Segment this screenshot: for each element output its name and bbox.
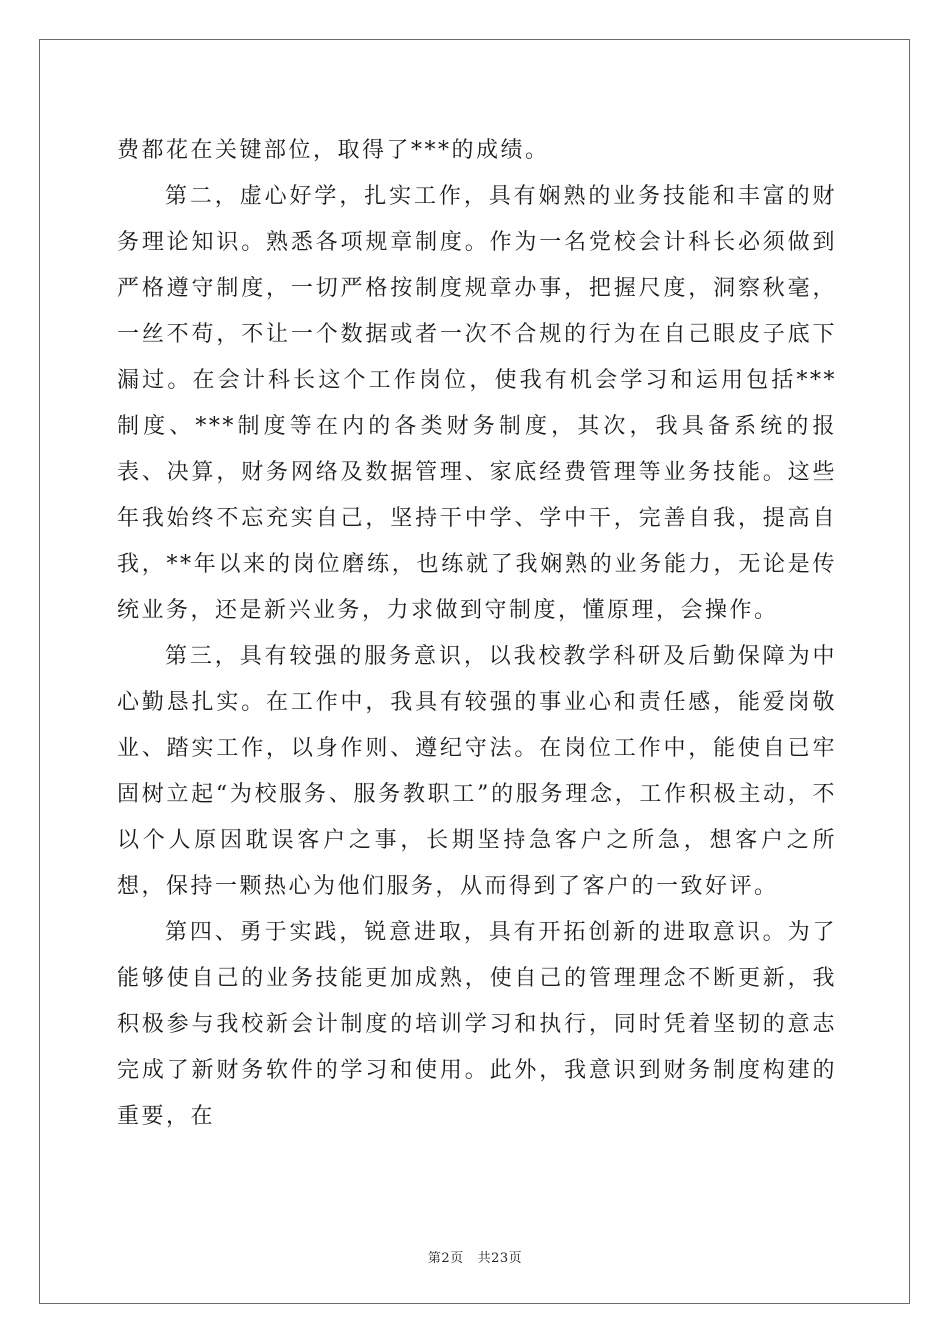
footer-spacer xyxy=(464,1251,478,1266)
paragraph-third-point: 第三，具有较强的服务意识，以我校教学科研及后勤保障为中心勤恳扎实。在工作中，我具有较强的事业心和责任感，能爱岗敬业、踏实工作，以身作则、遵纪守法。在岗位工作中，能使自已牢固树立起“为校服务、服务教职工”的服务理念，工作积极主动，不以个人原因耽误客户之事，长期坚持急客户之所急，想客户之所想，保持一颗热心为他们服务，从而得到了客户的一致好评。 xyxy=(117,644,837,899)
page-footer xyxy=(0,1247,950,1266)
document-body xyxy=(117,128,837,1140)
paragraph-second-point: 第二，虚心好学，扎实工作，具有娴熟的业务技能和丰富的财务理论知识。熟悉各项规章制度。作为一名党校会计科长必须做到严格遵守制度，一切严格按制度规章办事，把握尺度，洞察秋毫，一丝不苟，不让一个数据或者一次不合规的行为在自己眼皮子底下漏过。在会计科长这个工作岗位，使我有机会学习和运用包括***制度、***制度等在内的各类财务制度，其次，我具备系统的报表、决算，财务网络及数据管理、家底经费管理等业务技能。这些年我始终不忘充实自己，坚持干中学、学中干，完善自我，提高自我，**年以来的岗位磨练，也练就了我娴熟的业务能力，无论是传统业务，还是新兴业务，力求做到守制度，懂原理，会操作。 xyxy=(117,184,837,623)
page-number: 第2页 xyxy=(427,1251,464,1266)
page-total: 共23页 xyxy=(477,1251,523,1266)
paragraph-fourth-point: 第四、勇于实践，锐意进取，具有开拓创新的进取意识。为了能够使自己的业务技能更加成熟，使自己的管理理念不断更新，我积极参与我校新会计制度的培训学习和执行，同时凭着坚韧的意志完成了新财务软件的学习和使用。此外，我意识到财务制度构建的重要，在 xyxy=(117,920,837,1129)
paragraph-continuation: 费都花在关键部位，取得了***的成绩。 xyxy=(117,138,550,163)
